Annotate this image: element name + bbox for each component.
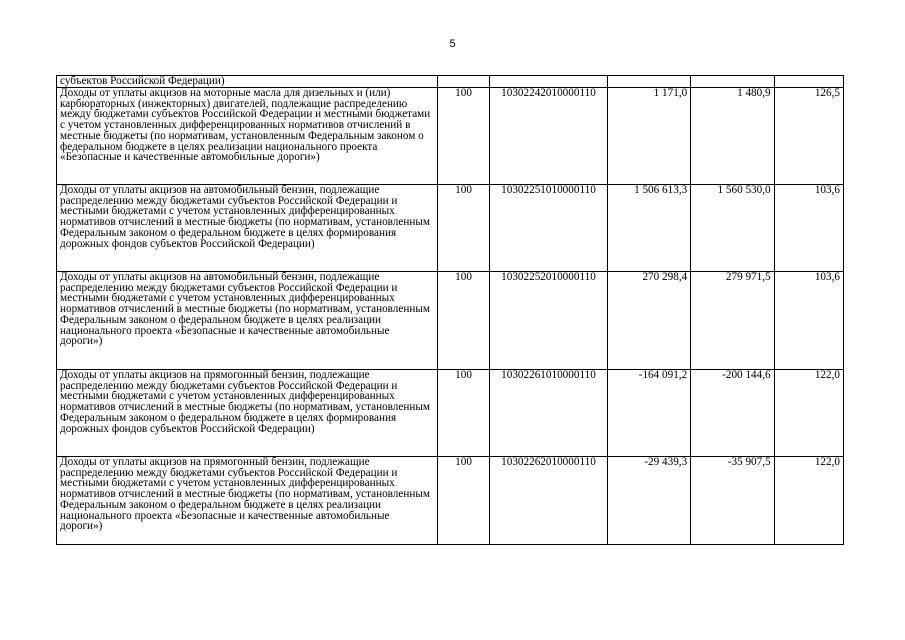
admin-code-cell: 100 xyxy=(437,185,489,272)
actual-amount-cell: -35 907,5 xyxy=(691,457,774,545)
revenue-name-cell: Доходы от уплаты акцизов на прямогонный бензин, подлежащие распределению между бюджетами субъектов Российской Федерации и местными бюджетами с учетом установленных дифференцированных нормативов отчислений в местные бюджеты (по нормативам, установленным Федеральным законом о федеральном бюджете в целях реализации национального проекта «Безопасные и качественные автомобильные дороги») xyxy=(57,457,438,545)
execution-percent-cell: 122,0 xyxy=(774,457,843,545)
revenue-name-cell: Доходы от уплаты акцизов на автомобильный бензин, подлежащие распределению между бюджетами субъектов Российской Федерации и местными бюджетами с учетом установленных дифференцированных нормативов отчислений в местные бюджеты (по нормативам, установленным Федеральным законом о федеральном бюджете в целях формирования дорожных фондов субъектов Российской Федерации) xyxy=(57,185,438,272)
table-row xyxy=(57,76,844,88)
execution-percent-cell: 103,6 xyxy=(774,185,843,272)
planned-amount-cell: 1 506 613,3 xyxy=(607,185,690,272)
budget-classification-code-cell: 10302242010000110 xyxy=(490,88,608,185)
planned-amount-cell: -164 091,2 xyxy=(607,370,690,457)
budget-revenue-table xyxy=(56,75,844,545)
actual-amount-cell: 279 971,5 xyxy=(691,272,774,370)
revenue-name-cell: Доходы от уплаты акцизов на прямогонный бензин, подлежащие распределению между бюджетами субъектов Российской Федерации и местными бюджетами с учетом установленных дифференцированных нормативов отчислений в местные бюджеты (по нормативам, установленным Федеральным законом о федеральном бюджете в целях формирования дорожных фондов субъектов Российской Федерации) xyxy=(57,370,438,457)
execution-percent-cell: 126,5 xyxy=(774,88,843,185)
budget-classification-code-cell: 10302262010000110 xyxy=(490,457,608,545)
table-row xyxy=(57,185,844,272)
table-row xyxy=(57,272,844,370)
planned-amount-cell: 1 171,0 xyxy=(607,88,690,185)
execution-percent-cell: 103,6 xyxy=(774,272,843,370)
planned-amount-cell: -29 439,3 xyxy=(607,457,690,545)
page-number: 5 xyxy=(449,38,456,50)
admin-code-cell: 100 xyxy=(437,88,489,185)
revenue-name-cell: Доходы от уплаты акцизов на моторные масла для дизельных и (или) карбюраторных (инжекторных) двигателей, подлежащие распределению между бюджетами субъектов Российской Федерации и местными бюджетами с учетом установленных дифференцированных нормативов отчислений в местные бюджеты (по нормативам, установленным Федеральным законом о федеральном бюджете в целях реализации национального проекта «Безопасные и качественные автомобильные дороги») xyxy=(57,88,438,185)
actual-amount-cell: 1 480,9 xyxy=(691,88,774,185)
revenue-name-cell: субъектов Российской Федерации) xyxy=(57,76,438,88)
budget-classification-code-cell: 10302251010000110 xyxy=(490,185,608,272)
actual-amount-cell xyxy=(691,76,774,88)
execution-percent-cell xyxy=(774,76,843,88)
budget-classification-code-cell: 10302252010000110 xyxy=(490,272,608,370)
budget-classification-code-cell: 10302261010000110 xyxy=(490,370,608,457)
actual-amount-cell: 1 560 530,0 xyxy=(691,185,774,272)
actual-amount-cell: -200 144,6 xyxy=(691,370,774,457)
table-row xyxy=(57,88,844,185)
table-row xyxy=(57,457,844,545)
admin-code-cell: 100 xyxy=(437,457,489,545)
execution-percent-cell: 122,0 xyxy=(774,370,843,457)
revenue-name-cell: Доходы от уплаты акцизов на автомобильный бензин, подлежащие распределению между бюджетами субъектов Российской Федерации и местными бюджетами с учетом установленных дифференцированных нормативов отчислений в местные бюджеты (по нормативам, установленным Федеральным законом о федеральном бюджете в целях реализации национального проекта «Безопасные и качественные автомобильные дороги») xyxy=(57,272,438,370)
admin-code-cell: 100 xyxy=(437,272,489,370)
planned-amount-cell xyxy=(607,76,690,88)
planned-amount-cell: 270 298,4 xyxy=(607,272,690,370)
budget-classification-code-cell xyxy=(490,76,608,88)
admin-code-cell xyxy=(437,76,489,88)
admin-code-cell: 100 xyxy=(437,370,489,457)
table-row xyxy=(57,370,844,457)
